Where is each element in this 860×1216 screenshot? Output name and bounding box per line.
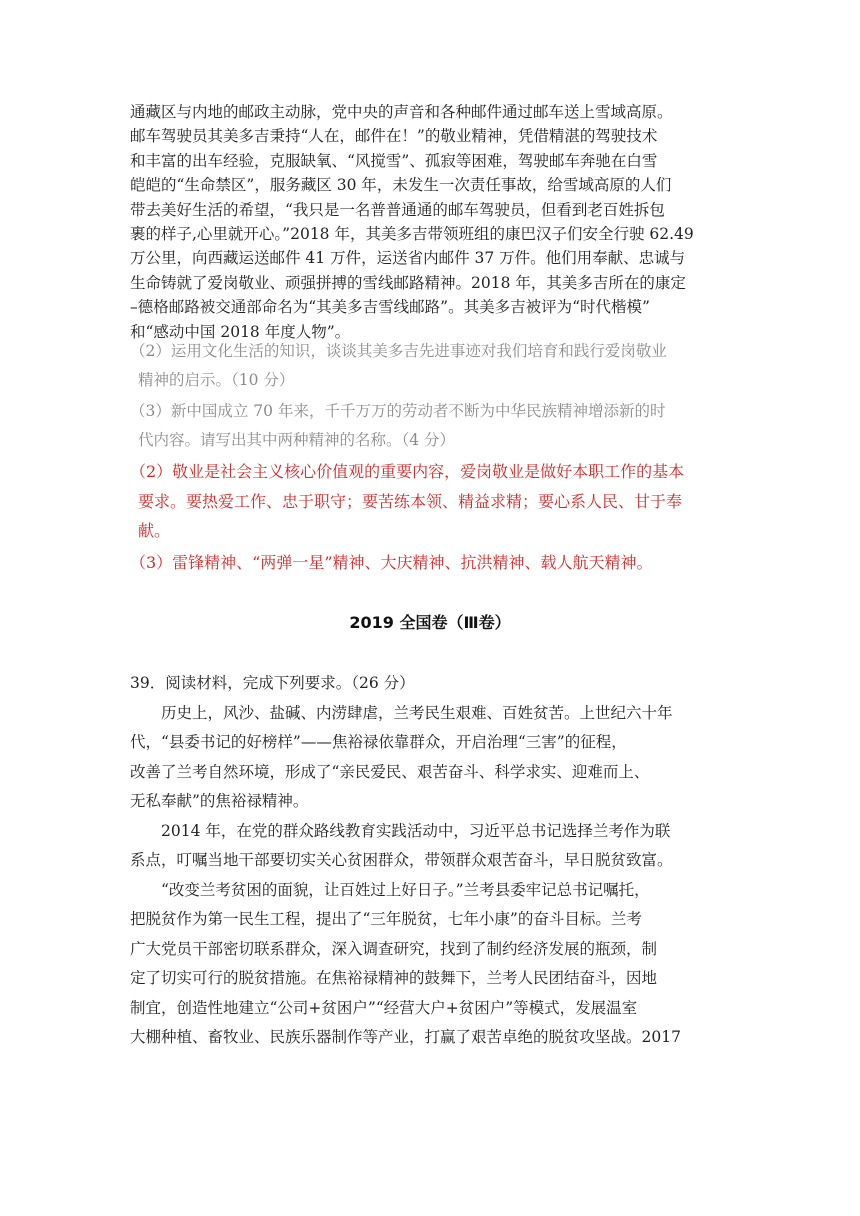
text-line: 无私奉献”的焦裕禄精神。 [130,792,309,810]
text-line: 万公里，向西藏运送邮件 41 万件，运送省内邮件 37 万件。他们用奉献、忠诚与 [130,249,686,268]
answer-2-line: 要求。要热爱工作、忠于职守；要苦练本领、精益求精；要心系人民、甘于奉 [138,492,683,511]
answer-3-line: （3）雷锋精神、“两弹一星”精神、大庆精神、抗洪精神、载人航天精神。 [130,553,653,572]
text-line: 历史上，风沙、盐碱、内涝肆虐，兰考民生艰难、百姓贫苦。上世纪六十年 [161,703,673,722]
material-paragraph [130,100,730,344]
question-3-line: 代内容。请写出其中两种精神的名称。（4 分） [138,431,456,449]
text-line: 系点，叮嘱当地干部要切实关心贫困群众，带领群众艰苦奋斗，早日脱贫致富。 [130,851,673,869]
text-line: 广大党员干部密切联系群众，深入调查研究，找到了制约经济发展的瓶颈，制 [130,939,658,958]
text-line: 把脱贫作为第一民生工程，提出了“三年脱贫，七年小康”的奋斗目标。兰考 [130,910,642,928]
text-line: 通藏区与内地的邮政主动脉，党中央的声音和各种邮件通过邮车送上雪域高原。 [130,103,673,121]
question-3-line: （3）新中国成立 70 年来，千千万万的劳动者不断为中华民族精神增添新的时 [130,402,666,420]
question-2-line: 精神的启示。（10 分） [138,371,295,389]
text-line: –德格邮路被交通部命名为“其美多吉雪线邮路”。其美多吉被评为“时代楷模” [130,298,650,317]
text-line: 定了切实可行的脱贫措施。在焦裕禄精神的鼓舞下，兰考人民团结奋斗，因地 [130,969,658,987]
text-line: 皑皑的“生命禁区”，服务藏区 30 年，未发生一次责任事故，给雪域高原的人们 [130,176,672,195]
text-line: 带去美好生活的希望，“我只是一名普普通通的邮车驾驶员，但看到老百姓拆包 [130,200,665,219]
answer-2-line: （2）敬业是社会主义核心价值观的重要内容，爱岗敬业是做好本职工作的基本 [130,462,685,481]
text-line: 裹的样子,心里就开心。”2018 年，其美多吉带领班组的康巴汉子们安全行驶 62.49 [130,225,694,244]
text-line: 代，“县委书记的好榜样”——焦裕禄依靠群众，开启治理“三害”的征程， [130,733,627,751]
text-line: 制宜，创造性地建立“公司+贫困户”“经营大户+贫困户”等模式，发展温室 [130,998,638,1017]
text-line: 大棚种植、畜牧业、民族乐器制作等产业，打赢了艰苦卓绝的脱贫攻坚战。2017 [130,1028,681,1046]
section-title: 2019 全国卷（Ⅲ卷） [349,613,511,632]
answer-2-line: 献。 [138,521,171,540]
text-line: 和丰富的出车经验，克服缺氧、“风搅雪”、孤寂等困难，驾驶邮车奔驰在白雪 [130,151,658,170]
text-line: 生命铸就了爱岗敬业、顽强拼搏的雪线邮路精神。2018 年，其美多吉所在的康定 [130,273,686,292]
text-line: 和“感动中国 2018 年度人物”。 [130,322,351,341]
question-2-line: （2）运用文化生活的知识，谈谈其美多吉先进事迹对我们培育和践行爱岗敬业 [130,342,667,360]
text-line: “改变兰考贫困的面貌，让百姓过上好日子。”兰考县委牢记总书记嘱托， [161,880,650,899]
text-line: 改善了兰考自然环境，形成了“亲民爱民、艰苦奋斗、科学求实、迎难而上、 [130,762,650,781]
text-line: 邮车驾驶员其美多吉秉持“人在，邮件在！”的敬业精神，凭借精湛的驾驶技术 [130,127,658,146]
question-header: 39．阅读材料，完成下列要求。（26 分） [130,674,415,692]
exam-question-39 [130,669,730,1053]
text-line: 2014 年，在党的群众路线教育实践活动中，习近平总书记选择兰考作为联 [161,821,671,840]
